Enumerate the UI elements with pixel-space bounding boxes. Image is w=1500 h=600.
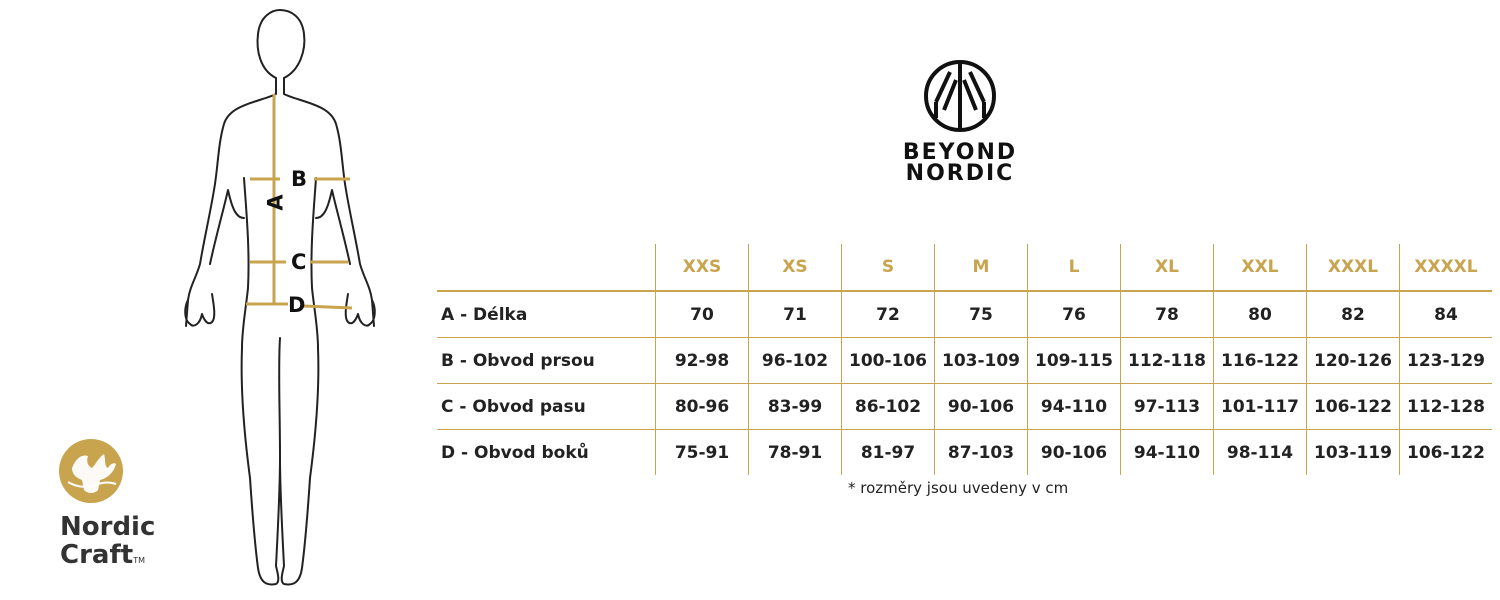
nordic-craft-line1: Nordic: [60, 512, 156, 542]
table-cell: 80-96: [656, 384, 749, 430]
size-header: S: [842, 244, 935, 291]
table-cell: 103-119: [1307, 430, 1400, 476]
table-cell: 116-122: [1214, 338, 1307, 384]
table-cell: 81-97: [842, 430, 935, 476]
size-header: XS: [749, 244, 842, 291]
size-header-row: [437, 244, 1492, 291]
row-label: C - Obvod pasu: [437, 384, 656, 430]
table-cell: 80: [1214, 291, 1307, 338]
table-cell: 70: [656, 291, 749, 338]
footnote: * rozměry jsou uvedeny v cm: [848, 479, 1069, 497]
table-cell: 94-110: [1121, 430, 1214, 476]
size-header: XXL: [1214, 244, 1307, 291]
table-corner: [437, 244, 656, 291]
size-header: XL: [1121, 244, 1214, 291]
body-measurement-figure: [180, 8, 420, 593]
size-chart-table: [437, 244, 1492, 475]
table-cell: 92-98: [656, 338, 749, 384]
letter-d: D: [288, 293, 306, 317]
table-cell: 71: [749, 291, 842, 338]
table-cell: 83-99: [749, 384, 842, 430]
table-row: [437, 384, 1492, 430]
table-cell: 86-102: [842, 384, 935, 430]
size-header: L: [1028, 244, 1121, 291]
row-label: B - Obvod prsou: [437, 338, 656, 384]
table-cell: 82: [1307, 291, 1400, 338]
table-cell: 100-106: [842, 338, 935, 384]
table-cell: 120-126: [1307, 338, 1400, 384]
table-cell: 84: [1400, 291, 1493, 338]
table-cell: 90-106: [935, 384, 1028, 430]
letter-c: C: [291, 250, 307, 274]
row-label: D - Obvod boků: [441, 442, 589, 463]
letter-b: B: [291, 167, 308, 191]
row-label: A - Délka: [437, 291, 656, 338]
table-cell: 94-110: [1028, 384, 1121, 430]
table-cell: 98-114: [1214, 430, 1307, 476]
letter-a: A: [263, 194, 288, 211]
trademark: TM: [133, 556, 145, 565]
size-header: XXXL: [1307, 244, 1400, 291]
size-header: XXXXL: [1400, 244, 1493, 291]
nordic-craft-line2-text: Craft: [60, 540, 134, 570]
table-cell: 112-118: [1121, 338, 1214, 384]
table-cell: 78: [1121, 291, 1214, 338]
beyond-nordic-rune-icon: [922, 58, 998, 134]
table-cell: 90-106: [1028, 430, 1121, 476]
nordic-craft-logo: [58, 438, 188, 578]
table-cell: 76: [1028, 291, 1121, 338]
table-cell: 97-113: [1121, 384, 1214, 430]
moose-antler-icon: [58, 438, 124, 504]
table-row: [437, 291, 1492, 338]
table-row: [437, 338, 1492, 384]
table-cell: 75-91: [656, 430, 749, 476]
table-cell: 75: [935, 291, 1028, 338]
nordic-craft-line2: [60, 542, 145, 574]
table-row: [437, 430, 1492, 476]
brand-name-line2: NORDIC: [905, 161, 1015, 186]
table-cell: 72: [842, 291, 935, 338]
table-cell: 87-103: [935, 430, 1028, 476]
table-cell: 112-128: [1400, 384, 1493, 430]
brand-name-line1: BEYOND: [902, 140, 1018, 165]
table-cell: 103-109: [935, 338, 1028, 384]
size-header: M: [935, 244, 1028, 291]
size-header: XXS: [656, 244, 749, 291]
table-cell: 106-122: [1400, 430, 1493, 476]
table-cell: 109-115: [1028, 338, 1121, 384]
table-cell: 123-129: [1400, 338, 1493, 384]
table-cell: 78-91: [749, 430, 842, 476]
beyond-nordic-logo: [880, 58, 1040, 188]
table-cell: 101-117: [1214, 384, 1307, 430]
table-cell: 96-102: [749, 338, 842, 384]
table-cell: 106-122: [1307, 384, 1400, 430]
